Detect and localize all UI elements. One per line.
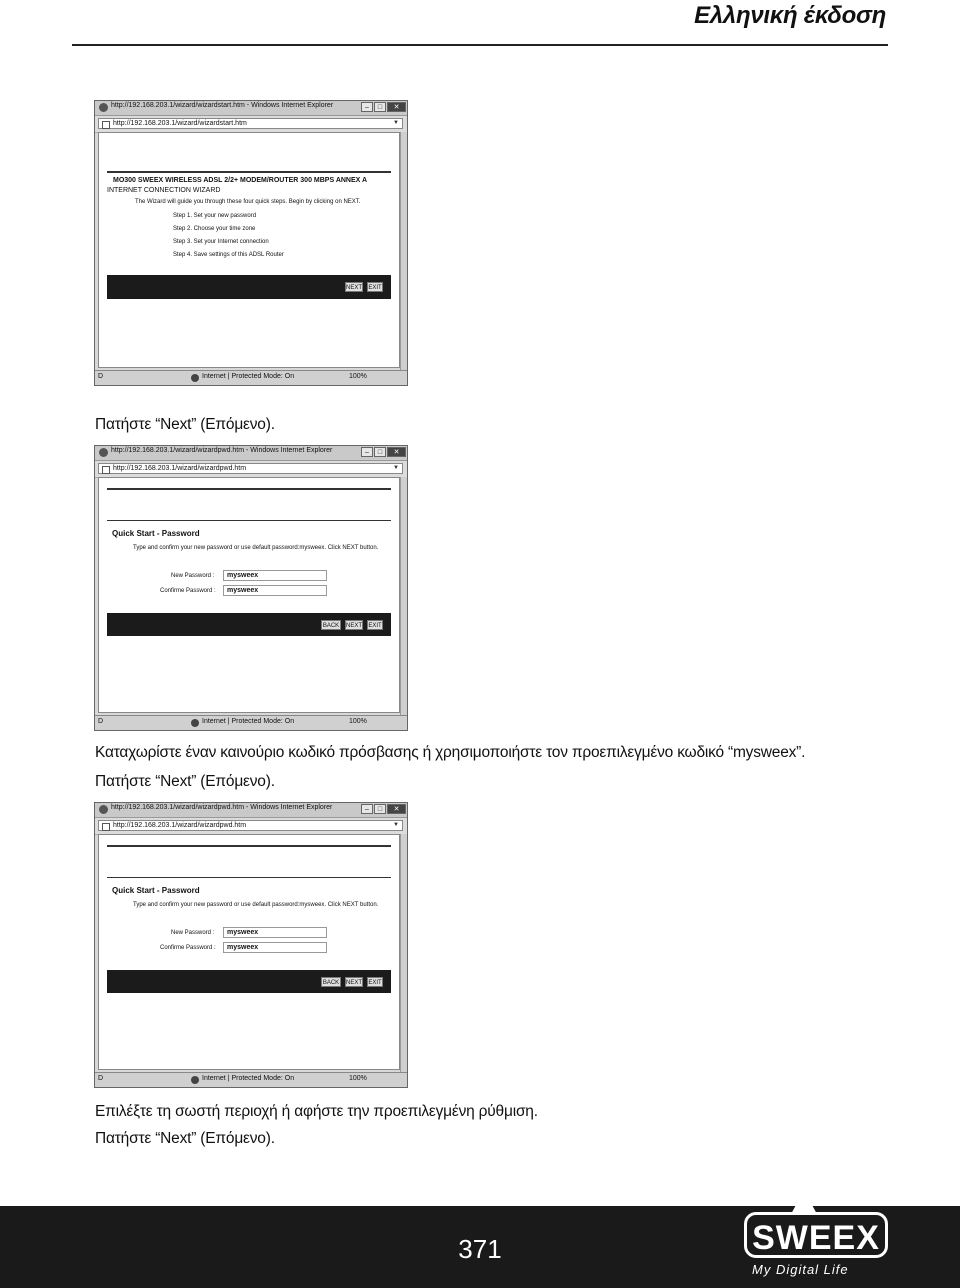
back-button[interactable]: BACK: [321, 620, 341, 630]
caption-2-line-1: Καταχωρίστε έναν καινούριο κωδικό πρόσβασης ή χρησιμοποιήστε τον προεπιλεγμένο κωδικό “mysweex”.: [95, 744, 806, 761]
section-title: Quick Start - Password: [112, 886, 200, 895]
address-input[interactable]: [98, 118, 403, 129]
section-description: Type and confirm your new password or use default password:mysweex. Click NEXT button.: [133, 902, 379, 908]
sweex-logo: [734, 1190, 894, 1285]
status-left: D: [98, 1075, 104, 1082]
window-title: http://192.168.203.1/wizard/wizardpwd.htm - Windows Internet Explorer: [111, 804, 333, 811]
page-number: 371: [458, 1234, 502, 1264]
maximize-button[interactable]: □: [374, 447, 386, 457]
ie-icon: [99, 448, 108, 457]
close-button[interactable]: ✕: [387, 102, 406, 112]
zoom-level[interactable]: 100%: [349, 373, 367, 380]
ie-icon: [99, 805, 108, 814]
wizard-heading-line2: INTERNET CONNECTION WIZARD: [107, 187, 221, 194]
exit-button[interactable]: EXIT: [367, 977, 383, 987]
page-content: [98, 834, 400, 1070]
caption-3-line-2: Πατήστε “Next” (Επόμενο).: [95, 1130, 275, 1147]
scrollbar[interactable]: [400, 132, 407, 373]
new-password-field[interactable]: mysweex: [223, 927, 327, 938]
address-url: http://192.168.203.1/wizard/wizardpwd.htm: [113, 465, 247, 472]
wizard-intro: The Wizard will guide you through these four quick steps. Begin by clicking on NEXT.: [135, 199, 361, 205]
status-left: D: [98, 718, 104, 725]
next-button[interactable]: NEXT: [345, 282, 363, 292]
wizard-step-2: Step 2. Choose your time zone: [173, 226, 256, 232]
maximize-button[interactable]: □: [374, 102, 386, 112]
header-divider: [72, 44, 888, 46]
window-title: http://192.168.203.1/wizard/wizardpwd.htm - Windows Internet Explorer: [111, 447, 333, 454]
globe-icon: [191, 1076, 199, 1084]
chevron-down-icon[interactable]: ▼: [393, 822, 399, 828]
wizard-button-bar: [107, 970, 391, 993]
wizard-step-4: Step 4. Save settings of this ADSL Router: [173, 252, 284, 258]
status-bar: [95, 715, 407, 730]
confirm-password-label: Confirme Password :: [160, 945, 216, 951]
window-titlebar: [95, 446, 407, 461]
status-left: D: [98, 373, 104, 380]
zoom-level[interactable]: 100%: [349, 718, 367, 725]
section-title: Quick Start - Password: [112, 529, 200, 538]
status-bar: [95, 370, 407, 385]
page-icon: [102, 121, 110, 129]
browser-screenshot-password-2: [94, 802, 408, 1088]
content-divider: [107, 520, 391, 521]
confirm-password-field[interactable]: mysweex: [223, 942, 327, 953]
window-title: http://192.168.203.1/wizard/wizardstart.htm - Windows Internet Explorer: [111, 102, 334, 109]
page-icon: [102, 823, 110, 831]
scrollbar[interactable]: [400, 477, 407, 718]
zoom-level[interactable]: 100%: [349, 1075, 367, 1082]
minimize-button[interactable]: –: [361, 447, 373, 457]
content-divider: [107, 488, 391, 490]
content-divider: [107, 171, 391, 173]
page-header-title: Ελληνική έκδοση: [694, 2, 886, 29]
address-url: http://192.168.203.1/wizard/wizardstart.htm: [113, 120, 247, 127]
back-button[interactable]: BACK: [321, 977, 341, 987]
wizard-step-1: Step 1. Set your new password: [173, 213, 257, 219]
status-text: Internet | Protected Mode: On: [202, 1075, 295, 1082]
content-divider: [107, 877, 391, 878]
page-content: [98, 132, 400, 368]
exit-button[interactable]: EXIT: [367, 620, 383, 630]
close-button[interactable]: ✕: [387, 804, 406, 814]
window-titlebar: [95, 101, 407, 116]
status-text: Internet | Protected Mode: On: [202, 718, 295, 725]
status-bar: [95, 1072, 407, 1087]
address-input[interactable]: [98, 820, 403, 831]
maximize-button[interactable]: □: [374, 804, 386, 814]
logo-slogan: My Digital Life: [752, 1262, 849, 1277]
content-divider: [107, 845, 391, 847]
scrollbar[interactable]: [400, 834, 407, 1075]
new-password-label: New Password :: [171, 930, 215, 936]
wizard-heading-line1: MO300 SWEEX WIRELESS ADSL 2/2+ MODEM/ROUTER 300 MBPS ANNEX A: [113, 177, 368, 184]
chevron-down-icon[interactable]: ▼: [393, 120, 399, 126]
caption-1: Πατήστε “Next” (Επόμενο).: [95, 416, 275, 433]
caption-3-line-1: Επιλέξτε τη σωστή περιοχή ή αφήστε την προεπιλεγμένη ρύθμιση.: [95, 1103, 538, 1120]
status-text: Internet | Protected Mode: On: [202, 373, 295, 380]
close-button[interactable]: ✕: [387, 447, 406, 457]
wizard-button-bar: [107, 613, 391, 636]
address-input[interactable]: [98, 463, 403, 474]
confirm-password-label: Confirme Password :: [160, 588, 216, 594]
logo-text: SWEEX: [744, 1212, 888, 1258]
window-titlebar: [95, 803, 407, 818]
page-icon: [102, 466, 110, 474]
wizard-step-3: Step 3. Set your Internet connection: [173, 239, 269, 245]
new-password-label: New Password :: [171, 573, 215, 579]
next-button[interactable]: NEXT: [345, 620, 363, 630]
new-password-field[interactable]: mysweex: [223, 570, 327, 581]
chevron-down-icon[interactable]: ▼: [393, 465, 399, 471]
globe-icon: [191, 374, 199, 382]
page-content: [98, 477, 400, 713]
next-button[interactable]: NEXT: [345, 977, 363, 987]
confirm-password-field[interactable]: mysweex: [223, 585, 327, 596]
globe-icon: [191, 719, 199, 727]
address-bar[interactable]: [95, 461, 407, 478]
section-description: Type and confirm your new password or use default password:mysweex. Click NEXT button.: [133, 545, 379, 551]
address-bar[interactable]: [95, 818, 407, 835]
ie-icon: [99, 103, 108, 112]
exit-button[interactable]: EXIT: [367, 282, 383, 292]
caption-2-line-2: Πατήστε “Next” (Επόμενο).: [95, 773, 275, 790]
address-bar[interactable]: [95, 116, 407, 133]
minimize-button[interactable]: –: [361, 804, 373, 814]
minimize-button[interactable]: –: [361, 102, 373, 112]
wizard-button-bar: [107, 275, 391, 299]
browser-screenshot-password-1: [94, 445, 408, 731]
browser-screenshot-wizard-start: [94, 100, 408, 386]
address-url: http://192.168.203.1/wizard/wizardpwd.htm: [113, 822, 247, 829]
